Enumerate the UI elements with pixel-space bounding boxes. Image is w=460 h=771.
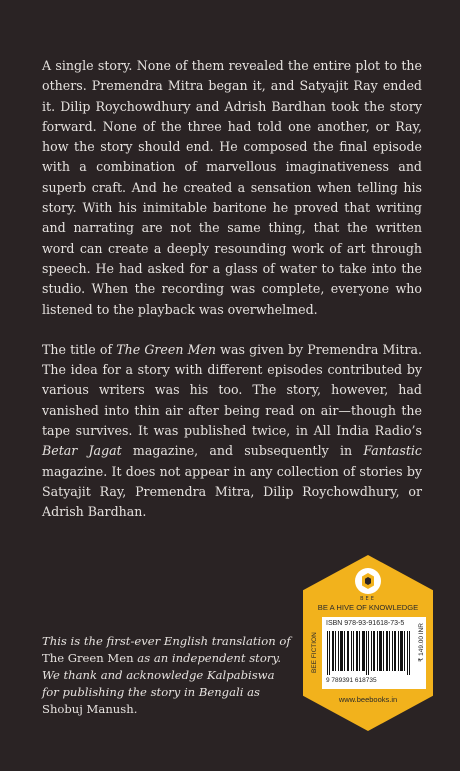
genre-category-label: BEE FICTION	[311, 632, 318, 674]
blurb-p2-book-title: The Green Men	[116, 341, 217, 357]
credit-text-1: This is the first-ever English translation of	[42, 634, 291, 648]
credit-book-title: The Green Men	[42, 651, 134, 665]
bee-hive-logo-icon	[360, 572, 376, 590]
blurb-paragraph-1: A single story. None of them revealed the entire plot to the others. Premendra Mitra began it, and Satyajit Ray ended it. Dilip Roychowdhury and Adrish Bardhan took the story forward. None of the three had told one another, or Ray, how the story should end. He composed the final episode with a combination of marvellous imaginativeness and superb craft. And he created a sensation when telling his story. With his inimitable baritone he proved that writing and narrating are not the same thing, that the written word can create a deeply resounding work of art through speech. He had asked for a glass of water to take into the studio. When the recording was complete, everyone who listened to the playback was overwhelmed.	[42, 58, 422, 317]
blurb-p2-text-2: was given by Premendra Mitra. The idea for a story with different episodes contributed by various writers was his too. The story, however, had vanished into thin air after being read on air—though the tape survives. It was published twice, in All India Radio’s	[42, 341, 422, 439]
credit-original-title: Shobuj Manush	[42, 702, 134, 716]
price-label: ₹ 149.00 INR	[418, 623, 425, 662]
barcode-icon	[326, 631, 412, 675]
publisher-brand-name: BEE	[360, 596, 376, 602]
blurb-paragraph-2	[42, 340, 422, 523]
isbn-number: ISBN 978-93-91618-73-5	[326, 620, 405, 627]
translation-credit-note	[42, 633, 292, 718]
blurb-p2-text-4: magazine. It does not appear in any collection of stories by Satyajit Ray, Premendra Mitra, Dilip Roychowdhury, or Adrish Bardhan.	[42, 463, 422, 520]
blurb-p2-text-1: The title of	[42, 341, 117, 357]
blurb-p2-text-3: magazine, and subsequently in	[121, 443, 364, 459]
barcode-digits: 9 789391 618735	[326, 677, 377, 684]
blurb-p2-magazine-1: Betar Jagat	[42, 443, 122, 459]
credit-text-2: as an independent story. We thank and acknowledge Kalpabiswa for publishing the story in Bengali as	[42, 651, 282, 699]
publisher-website: www.beebooks.in	[338, 695, 398, 704]
publisher-tagline: BE A HIVE OF KNOWLEDGE	[317, 603, 419, 612]
credit-text-3: .	[133, 702, 138, 716]
isbn-barcode-panel	[322, 617, 426, 689]
back-cover-blurb	[42, 56, 422, 543]
blurb-p2-magazine-2: Fantastic	[363, 443, 422, 459]
